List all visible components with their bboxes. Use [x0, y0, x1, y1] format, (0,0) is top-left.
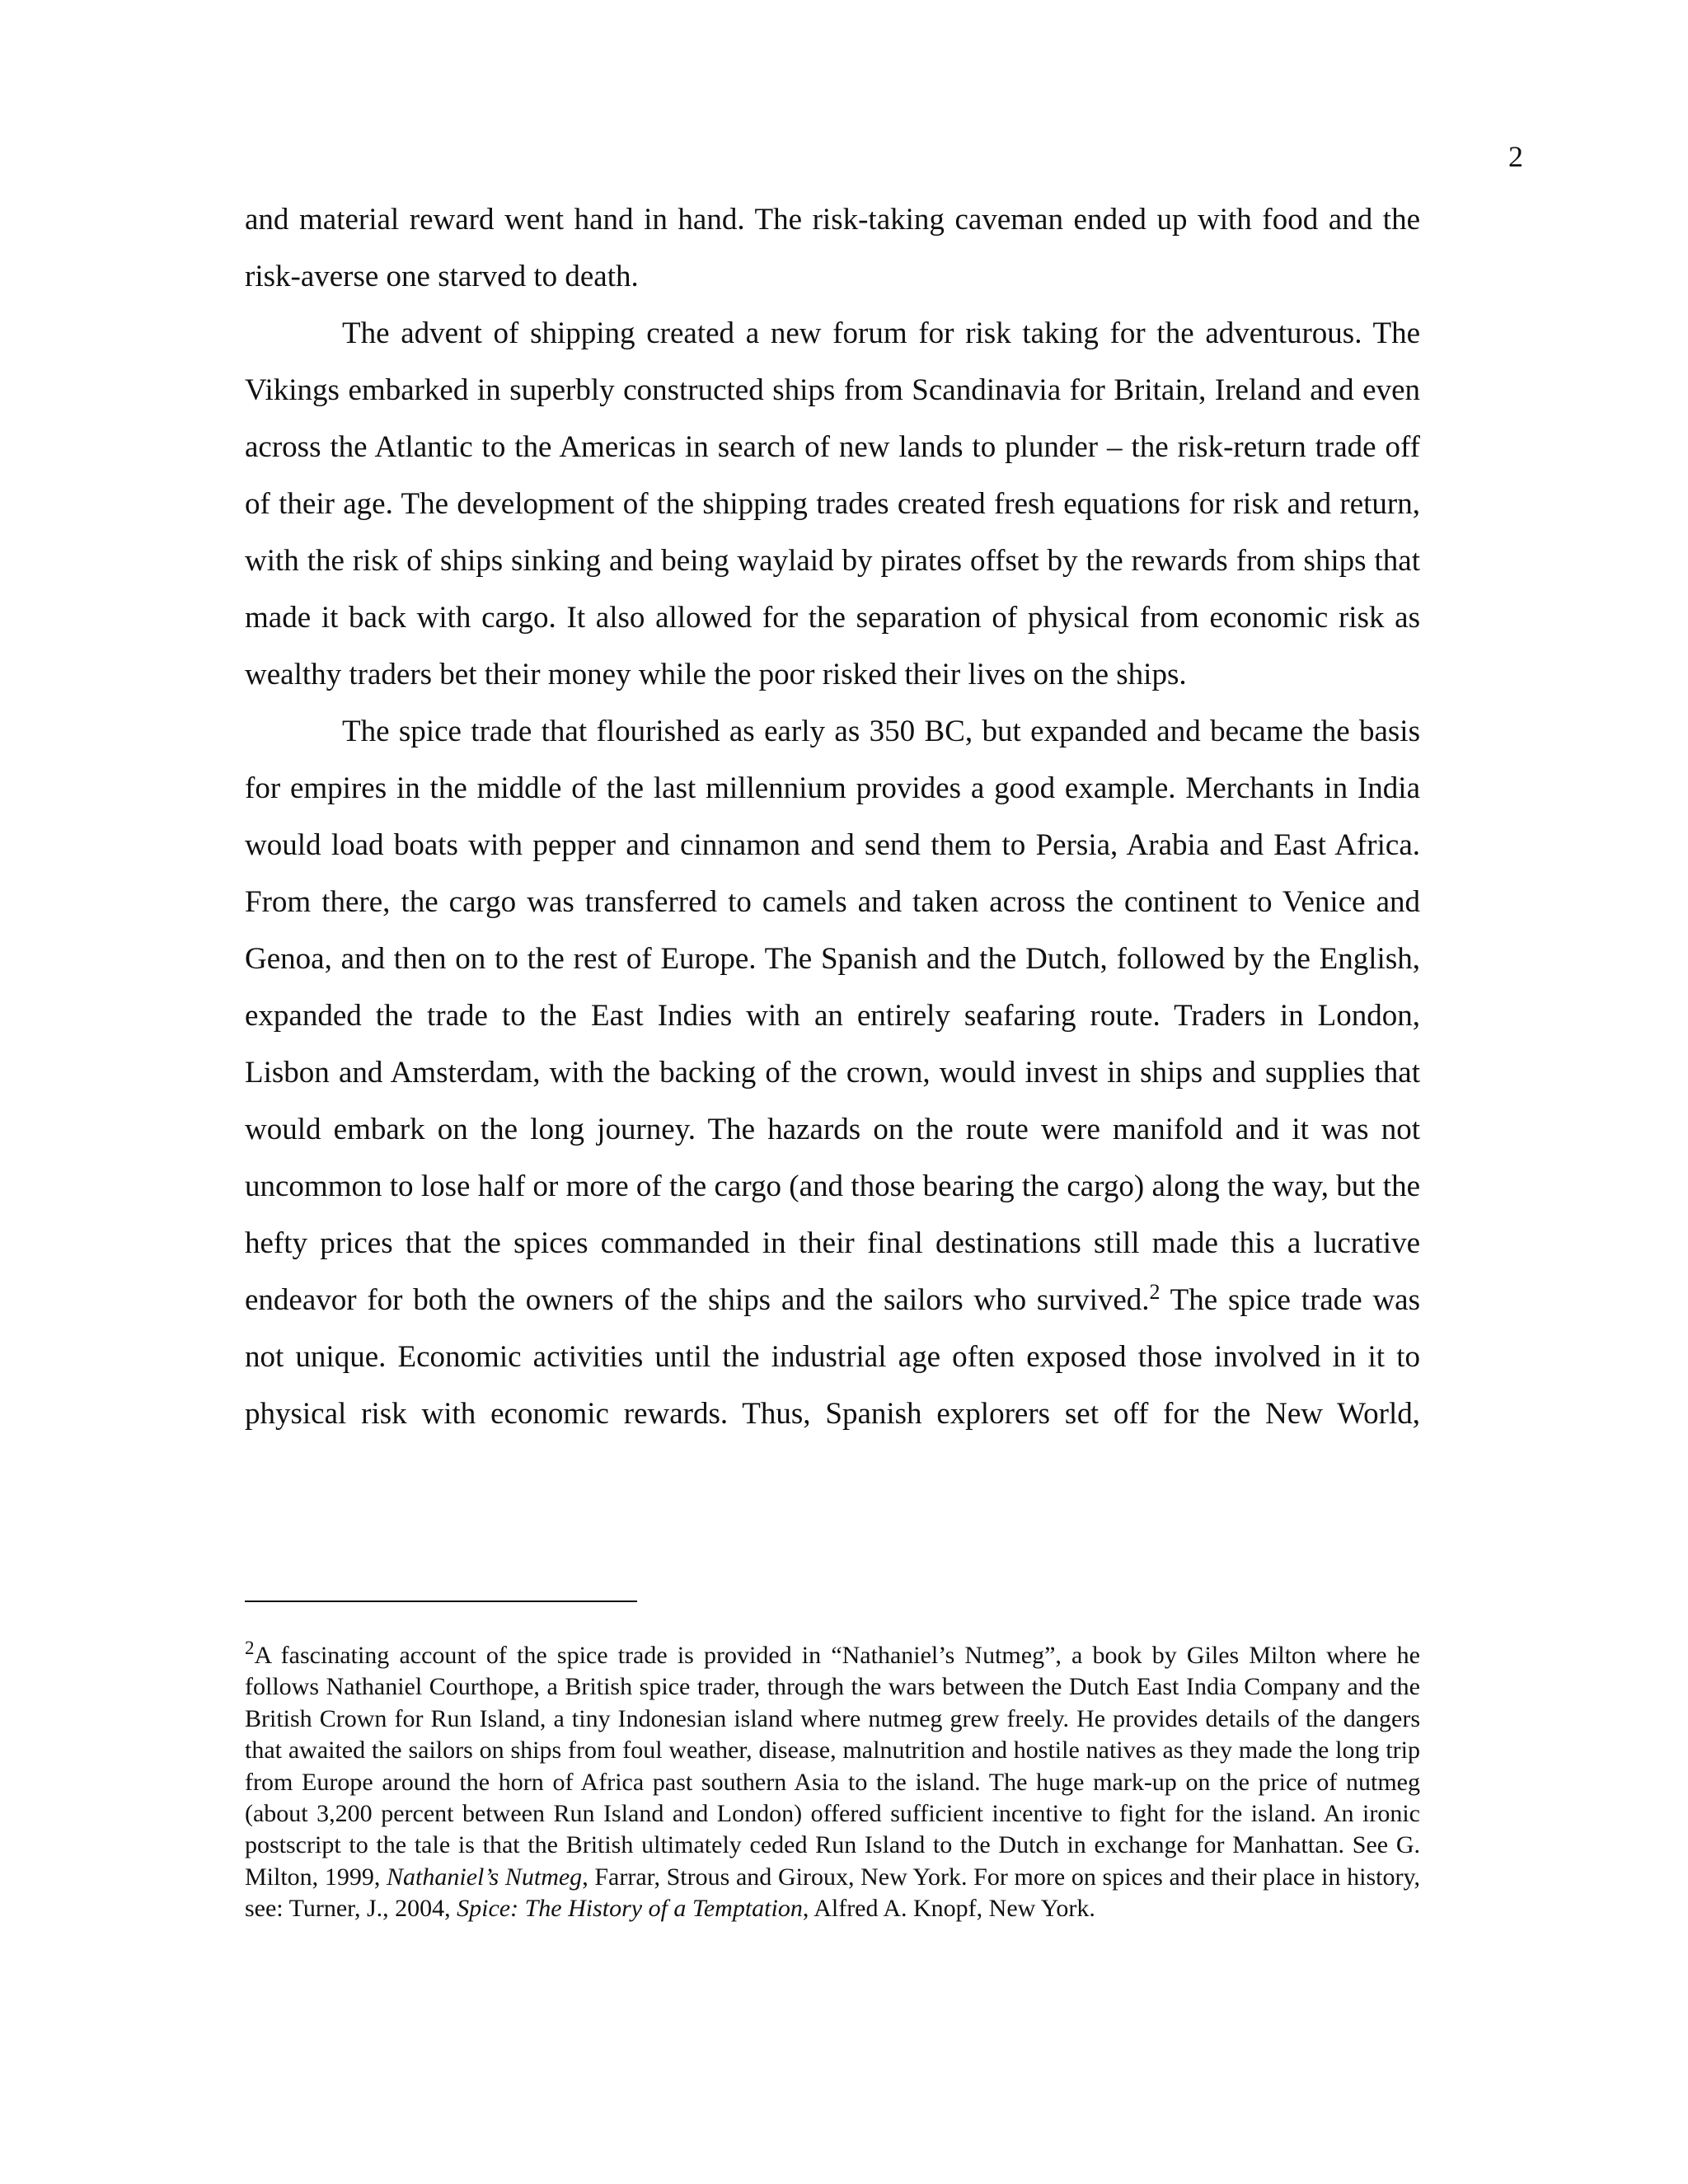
paragraph-2: The advent of shipping created a new forum for risk taking for the adventurous. The Vikings embarked in superbly constructed ships from Scandinavia for Britain, Ireland and even across the Atlantic to the Americas in search of new lands to plunder – the risk-return trade off of their age. The development of the shipping trades created fresh equations for risk and return, with the risk of ships sinking and being waylaid by pirates offset by the rewards from ships that made it back with cargo. It also allowed for the separation of physical from economic risk as wealthy traders bet their money while the poor risked their lives on the ships. — [245, 316, 1420, 691]
footnote-book-title-2: Spice: The History of a Temptation — [457, 1895, 803, 1923]
paragraph-3-text-b: The spice trade was not unique. Economic activities until the industrial age often exposed those involved in it to physical risk with economic rewards. Thus, Spanish explorers set off for the New World, — [245, 1283, 1420, 1431]
footnote-text-a: A fascinating account of the spice trade is provided in “Nathaniel’s Nutmeg”, a book by Giles Milton where he follows Nathaniel Courthope, a British spice trader, through the wars between the Dutch East India Company and the British Crown for Run Island, a tiny Indonesian island where nutmeg grew freely. He provides details of the dangers that awaited the sailors on ships from foul weather, disease, malnutrition and hostile natives as they made the long trip from Europe around the horn of Africa past southern Asia to the island. The huge mark-up on the price of nutmeg (about 3,200 percent between Run Island and London) offered sufficient incentive to fight for the island. An ironic postscript to the tale is that the British ultimately ceded Run Island to the Dutch in exchange for Manhattan. See G. Milton, 1999, — [245, 1642, 1420, 1891]
footnote-text-b: , Farrar, Strous and Giroux, New York. For more on spices and their place in history, see: Turner, J., 2004, — [245, 1863, 1421, 1923]
footnote — [245, 1640, 1420, 1925]
paragraph-1: and material reward went hand in hand. The risk-taking caveman ended up with food and the risk-averse one starved to death. — [245, 203, 1420, 293]
main-text — [245, 191, 1420, 1442]
footnote-book-title-1: Nathaniel’s Nutmeg — [387, 1863, 583, 1891]
page-number: 2 — [1508, 140, 1523, 173]
paragraph-3 — [245, 703, 1420, 1442]
footnote-text-c: , Alfred A. Knopf, New York. — [802, 1895, 1095, 1923]
footnote-separator — [245, 1601, 637, 1602]
paragraph-3-text-a: The spice trade that flourished as early as 350 BC, but expanded and became the basis for empires in the middle of the last millennium provides a good example. Merchants in India would load boats with pepper and cinnamon and send them to Persia, Arabia and East Africa. From there, the cargo was transferred to camels and taken across the continent to Venice and Genoa, and then on to the rest of Europe. The Spanish and the Dutch, followed by the English, expanded the trade to the East Indies with an entirely seafaring route. Traders in London, Lisbon and Amsterdam, with the backing of the crown, would invest in ships and supplies that would embark on the long journey. The hazards on the route were manifold and it was not uncommon to lose half or more of the cargo (and those bearing the cargo) along the way, but the hefty prices that the spices commanded in their final destinations still made this a lucrative endeavor for both the owners of the ships and the sailors who survived. — [245, 715, 1420, 1317]
footnote-number: 2 — [245, 1638, 255, 1658]
footnote-reference[interactable]: 2 — [1149, 1280, 1160, 1304]
